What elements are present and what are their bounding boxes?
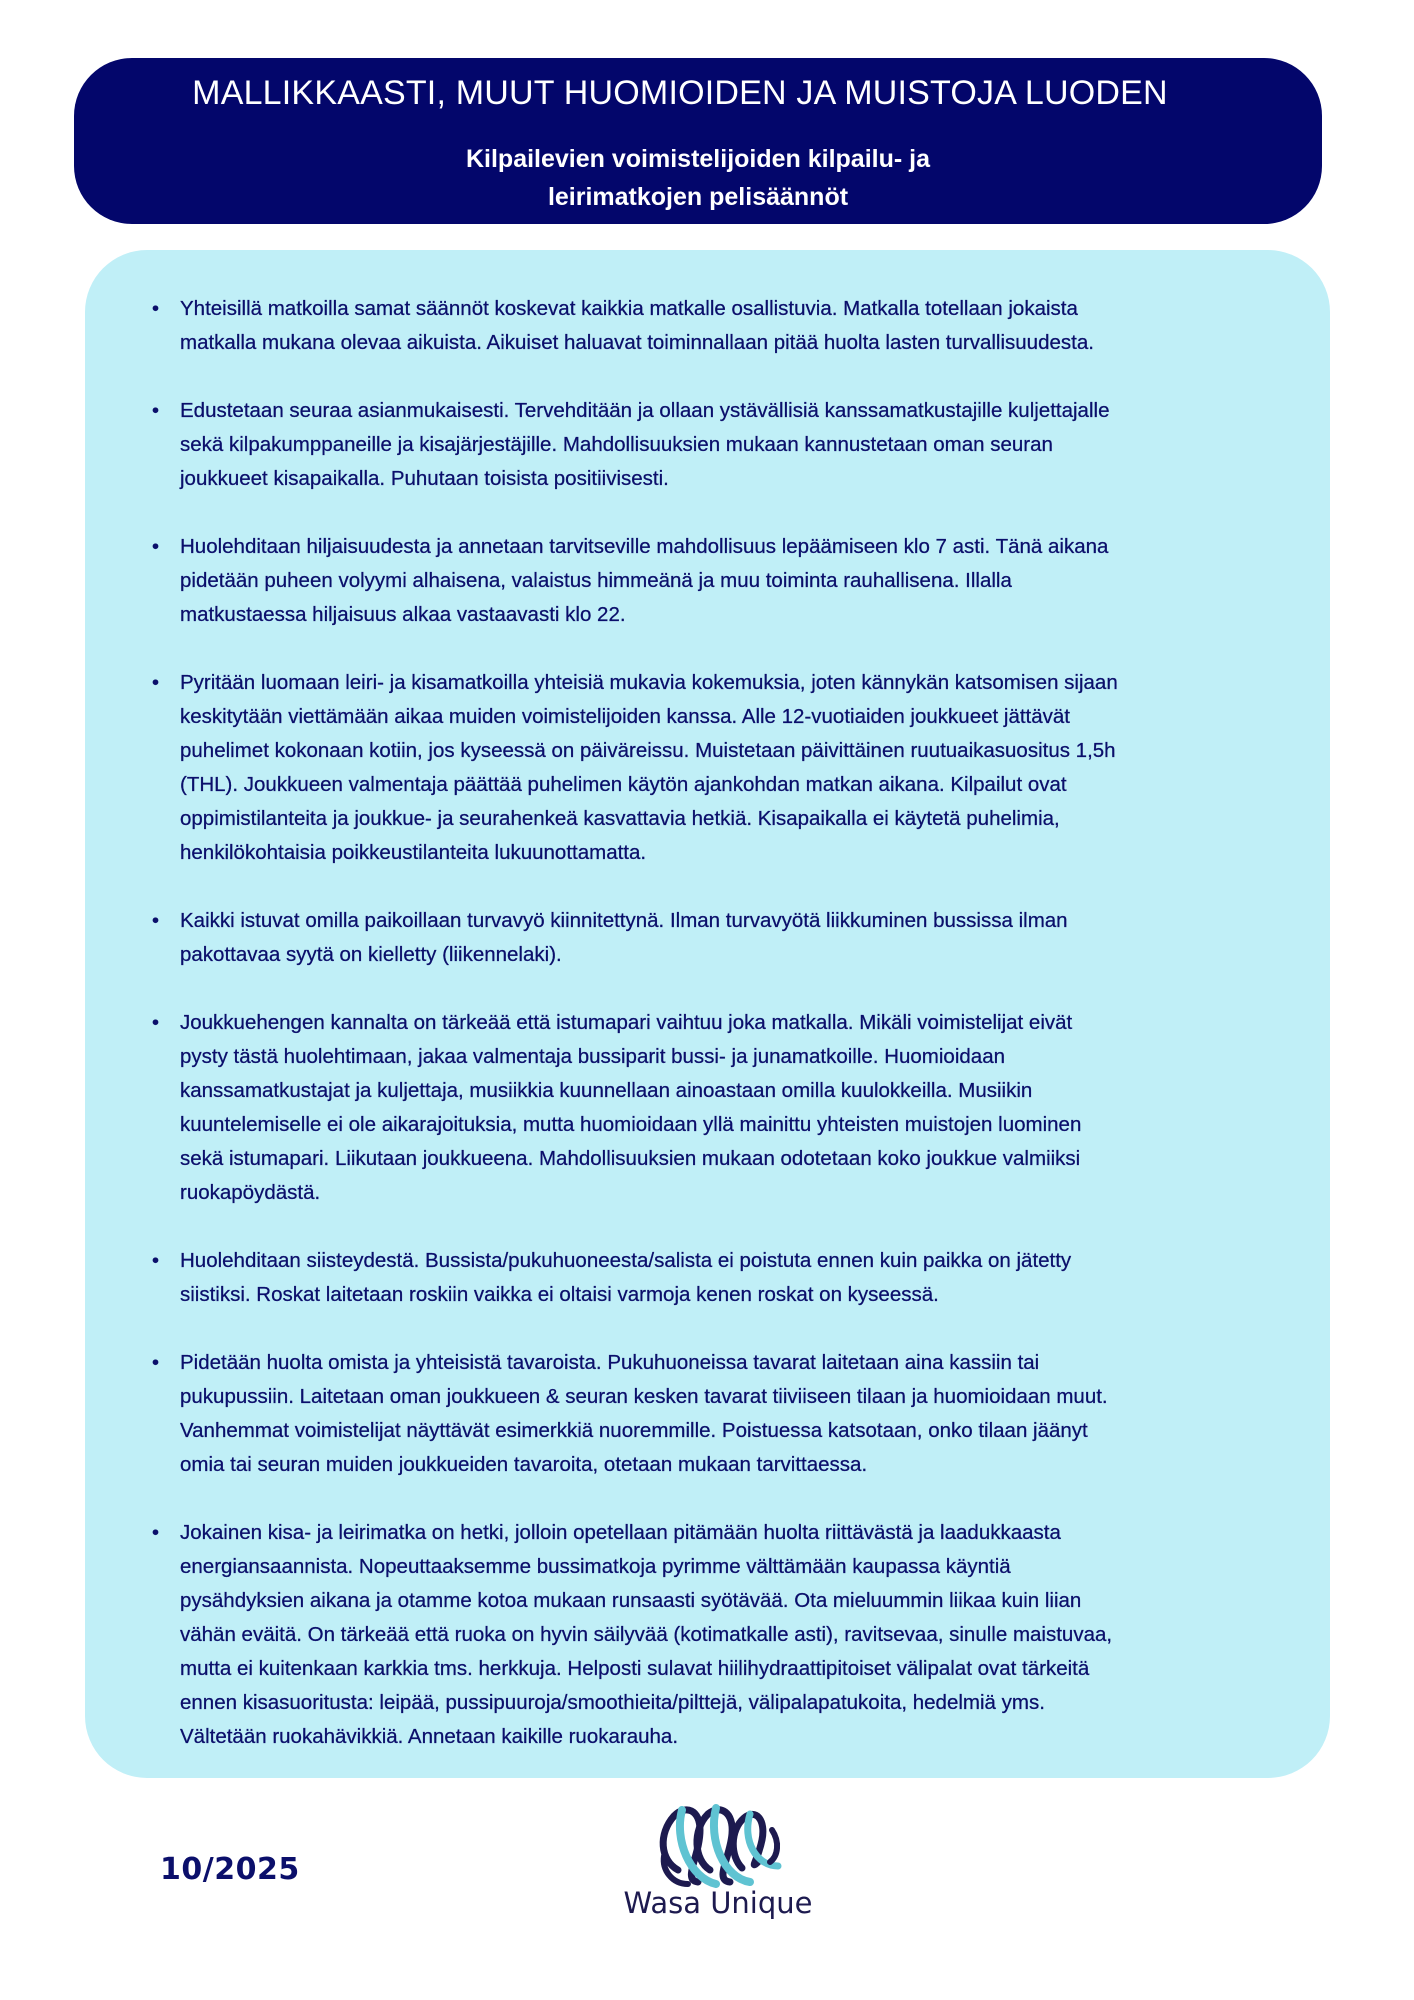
rule-text-line: Joukkuehengen kannalta on tärkeää että istumapari vaihtuu joka matkalla. Mikäli voimistelijat eivät	[180, 1011, 1073, 1034]
subtitle-line: Kilpailevien voimistelijoiden kilpailu- ja	[465, 145, 930, 173]
rule-text-line: (THL). Joukkueen valmentaja päättää puhelimen käytön ajankohdan matkan aikana. Kilpailut ovat	[180, 773, 1067, 796]
rule-item	[152, 1244, 1290, 1312]
page-title: MALLIKKAASTI, MUUT HUOMIOIDEN JA MUISTOJA LUODEN	[192, 74, 1168, 112]
rule-text-line: Kaikki istuvat omilla paikoillaan turvavyö kiinnitettynä. Ilman turvavyötä liikkuminen bussissa ilman	[180, 909, 1068, 932]
subtitle-line: leirimatkojen pelisäännöt	[547, 183, 849, 211]
rule-item	[152, 394, 1290, 496]
rule-text-line: vähän eväitä. On tärkeää että ruoka on hyvin säilyvää (kotimatkalle asti), ravitsevaa, sinulle maistuvaa,	[180, 1623, 1113, 1646]
rule-text-line: sekä istumapari. Liikutaan joukkueena. Mahdollisuuksien mukaan odotetaan koko joukkue valmiiksi	[180, 1147, 1081, 1170]
bullet-icon: •	[152, 1522, 160, 1544]
rule-text-line: pysty tästä huolehtimaan, jakaa valmentaja bussiparit bussi- ja junamatkoille. Huomioidaan	[180, 1045, 1005, 1068]
rule-text-line: matkustaessa hiljaisuus alkaa vastaavasti klo 22.	[180, 603, 626, 626]
bullet-icon: •	[152, 672, 160, 694]
rule-text-line: keskitytään viettämään aikaa muiden voimistelijoiden kanssa. Alle 12-vuotiaiden joukkueet jättävät	[180, 705, 1070, 728]
rule-text-line: pakottavaa syytä on kielletty (liikennelaki).	[180, 943, 562, 966]
rule-text-line: omia tai seuran muiden joukkueiden tavaroita, otetaan mukaan tarvittaessa.	[180, 1453, 868, 1476]
rules-list	[152, 292, 1290, 1788]
rule-text-line: pysähdyksien aikana ja otamme kotoa mukaan runsaasti syötävää. Ota mieluummin liikaa kuin liian	[180, 1589, 1082, 1612]
rule-text-line: Huolehditaan siisteydestä. Bussista/pukuhuoneesta/salista ei poistuta ennen kuin paikka on jätetty	[180, 1249, 1072, 1272]
rule-text-line: Jokainen kisa- ja leirimatka on hetki, jolloin opetellaan pitämään huolta riittävästä ja laadukkaasta	[180, 1521, 1061, 1544]
header-banner	[74, 58, 1322, 224]
rule-item	[152, 1516, 1290, 1754]
rules-panel	[85, 250, 1330, 1778]
bullet-icon: •	[152, 298, 160, 320]
rule-item	[152, 666, 1290, 870]
brand-name: Wasa Unique	[623, 1886, 813, 1920]
page-subtitle	[74, 140, 1322, 216]
rule-item	[152, 904, 1290, 972]
rule-text-line: sekä kilpakumppaneille ja kisajärjestäjille. Mahdollisuuksien mukaan kannustetaan oman seuran	[180, 433, 1053, 456]
rule-item	[152, 1346, 1290, 1482]
rule-text-line: siistiksi. Roskat laitetaan roskiin vaikka ei oltaisi varmoja kenen roskat on kyseessä.	[180, 1283, 939, 1306]
rule-text-line: matkalla mukana olevaa aikuista. Aikuiset haluavat toiminnallaan pitää huolta lasten turvallisuudesta.	[180, 331, 1094, 354]
rule-text-line: Edustetaan seuraa asianmukaisesti. Tervehditään ja ollaan ystävällisiä kanssamatkustajille kuljettajalle	[180, 399, 1110, 422]
bullet-icon: •	[152, 536, 160, 558]
rule-text-line: Yhteisillä matkoilla samat säännöt koskevat kaikkia matkalle osallistuvia. Matkalla totellaan jokaista	[180, 297, 1078, 320]
rule-text-line: Vanhemmat voimistelijat näyttävät esimerkkiä nuoremmille. Poistuessa katsotaan, onko tilaan jäänyt	[180, 1419, 1088, 1442]
rule-text-line: mutta ei kuitenkaan karkkia tms. herkkuja. Helposti sulavat hiilihydraattipitoiset välipalat ovat tärkeitä	[180, 1657, 1090, 1680]
rule-text-line: energiansaannista. Nopeuttaaksemme bussimatkoja pyrimme välttämään kaupassa käyntiä	[180, 1555, 1011, 1578]
rule-text-line: ruokapöydästä.	[180, 1181, 321, 1204]
rule-text-line: Vältetään ruokahävikkiä. Annetaan kaikille ruokarauha.	[180, 1725, 679, 1748]
bullet-icon: •	[152, 1012, 160, 1034]
spiral-rings-icon	[638, 1800, 798, 1888]
bullet-icon: •	[152, 400, 160, 422]
bullet-icon: •	[152, 910, 160, 932]
bullet-icon: •	[152, 1352, 160, 1374]
rule-text-line: kanssamatkustajat ja kuljettaja, musiikkia kuunnellaan ainoastaan omilla kuulokkeilla. Musiikin	[180, 1079, 1033, 1102]
rule-text-line: kuuntelemiselle ei ole aikarajoituksia, mutta huomioidaan yllä mainittu yhteisten muistojen luominen	[180, 1113, 1082, 1136]
rule-item	[152, 1006, 1290, 1210]
rule-text-line: oppimistilanteita ja joukkue- ja seurahenkeä kasvattavia hetkiä. Kisapaikalla ei käytetä puhelimia,	[180, 807, 1060, 830]
rule-text-line: puhelimet kokonaan kotiin, jos kyseessä on päiväreissu. Muistetaan päivittäinen ruutuaikasuositus 1,5h	[180, 739, 1116, 762]
bullet-icon: •	[152, 1250, 160, 1272]
rule-text-line: ennen kisasuoritusta: leipää, pussipuuroja/smoothieita/pilttejä, välipalapatukoita, hedelmiä yms.	[180, 1691, 1045, 1714]
rule-text-line: pidetään puheen volyymi alhaisena, valaistus himmeänä ja muu toiminta rauhallisena. Illalla	[180, 569, 1012, 592]
document-date: 10/2025	[160, 1852, 300, 1887]
rule-text-line: Pyritään luomaan leiri- ja kisamatkoilla yhteisiä mukavia kokemuksia, joten kännykän katsomisen sijaan	[180, 671, 1118, 694]
rule-text-line: joukkueet kisapaikalla. Puhutaan toisista positiivisesti.	[180, 467, 669, 490]
rule-text-line: henkilökohtaisia poikkeustilanteita lukuunottamatta.	[180, 841, 647, 864]
rule-text-line: Huolehditaan hiljaisuudesta ja annetaan tarvitseville mahdollisuus lepäämiseen klo 7 asti. Tänä aikana	[180, 535, 1109, 558]
rule-text-line: Pidetään huolta omista ja yhteisistä tavaroista. Pukuhuoneissa tavarat laitetaan aina kassiin tai	[180, 1351, 1040, 1374]
club-logo	[600, 1800, 836, 1940]
rule-text-line: pukupussiin. Laitetaan oman joukkueen & seuran kesken tavarat tiiviiseen tilaan ja huomioidaan muut.	[180, 1385, 1108, 1408]
rule-item	[152, 530, 1290, 632]
rule-item	[152, 292, 1290, 360]
